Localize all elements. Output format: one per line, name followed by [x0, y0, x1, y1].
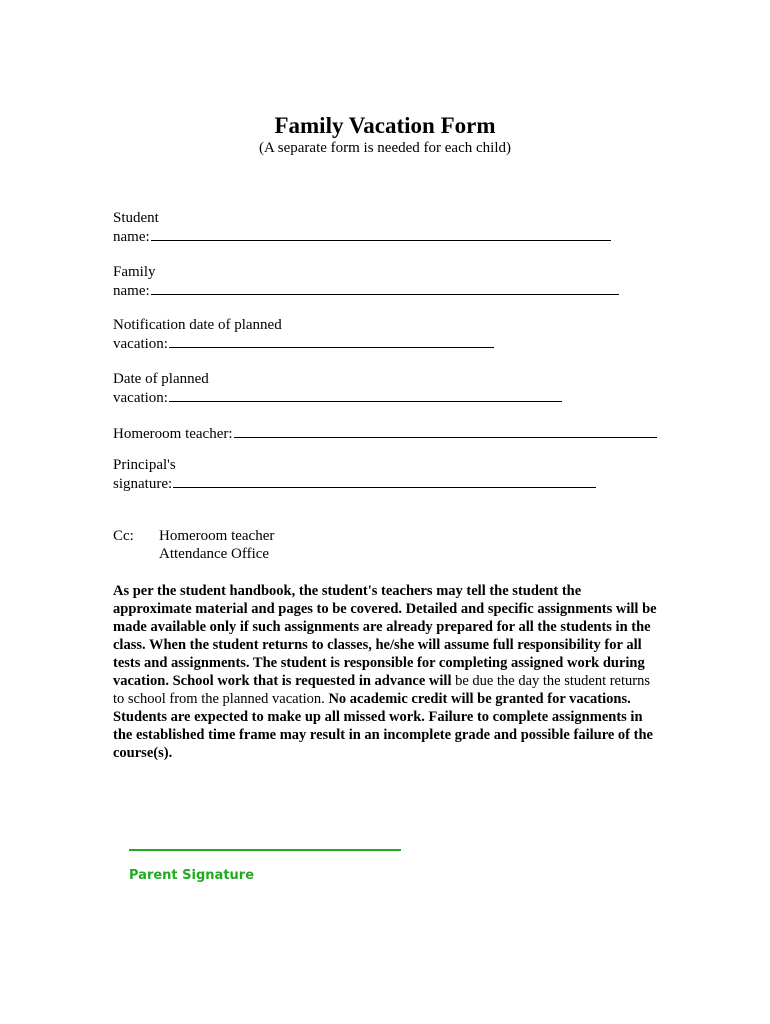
form-subtitle: (A separate form is needed for each child)	[259, 140, 511, 156]
notification-date-label-line2: vacation:	[113, 336, 168, 352]
planned-date-label-line2: vacation:	[113, 390, 168, 406]
cc-label: Cc:	[113, 528, 134, 544]
cc-recipient: Attendance Office	[159, 546, 270, 562]
policy-text-bold-2: No academic credit will be granted for vacations. Students are expected to make up all missed work. Failure to complete assignments in the established time frame may result in an incomplete grade and possible failure of the course(s).	[113, 691, 653, 761]
notification-date-label-line1: Notification date of planned	[113, 317, 282, 333]
principal-signature-field	[113, 456, 596, 493]
student-name-label-line1: Student	[113, 210, 159, 226]
student-name-field	[113, 209, 611, 246]
family-name-blank[interactable]	[151, 281, 619, 295]
family-name-label-line1: Family	[113, 264, 156, 280]
notification-date-blank[interactable]	[169, 334, 494, 348]
parent-signature-line[interactable]	[129, 849, 401, 851]
parent-signature-label: Parent Signature	[129, 868, 255, 883]
policy-text-normal: be due the day the student returns to school from the planned vacation.	[113, 673, 650, 707]
policy-paragraph	[113, 582, 658, 762]
planned-date-label-line1: Date of planned	[113, 371, 209, 387]
family-name-field	[113, 263, 619, 300]
principal-signature-label-line2: signature:	[113, 476, 173, 492]
planned-date-field	[113, 370, 562, 407]
cc-recipient-list	[159, 527, 274, 563]
student-name-blank[interactable]	[151, 227, 611, 241]
cc-recipient: Homeroom teacher	[159, 528, 275, 544]
student-name-label-line2: name:	[113, 229, 150, 245]
principal-signature-label-line1: Principal's	[113, 457, 176, 473]
form-title: Family Vacation Form	[274, 113, 496, 138]
homeroom-teacher-blank[interactable]	[234, 424, 657, 438]
family-name-label-line2: name:	[113, 283, 150, 299]
policy-text-bold-1: As per the student handbook, the student's teachers may tell the student the approximate material and pages to be covered. Detailed and specific assignments will be made available only if such assignments are already prepared for all the students in the class. When the student returns to classes, he/she will assume full responsibility for all tests and assignments. The student is responsible for completing assigned work during vacation. School work that is requested in advance will	[113, 583, 657, 689]
principal-signature-blank[interactable]	[173, 474, 596, 488]
homeroom-teacher-field	[113, 424, 657, 443]
homeroom-teacher-label: Homeroom teacher:	[113, 426, 233, 442]
notification-date-field	[113, 316, 494, 353]
planned-date-blank[interactable]	[169, 388, 562, 402]
